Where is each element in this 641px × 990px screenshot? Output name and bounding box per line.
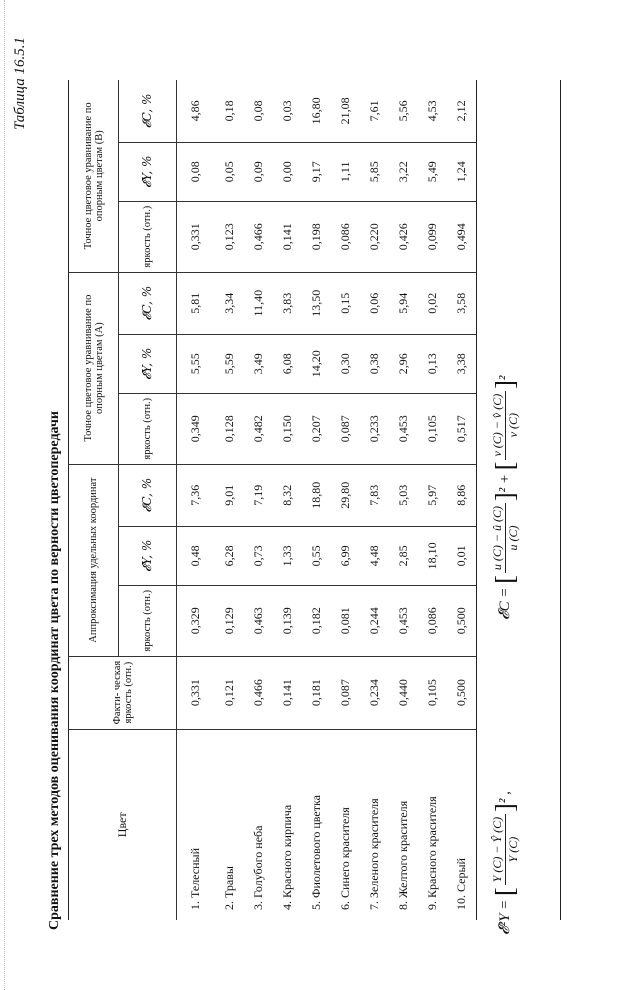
cell-a-b: 0,182 xyxy=(302,585,331,656)
cell-e-b: 0,087 xyxy=(331,393,360,464)
formula-ec-tail: ² xyxy=(496,375,513,381)
subheader-brightness: яркость (отн.) xyxy=(119,585,177,656)
cell-e-c: 0,06 xyxy=(360,272,389,334)
cell-a-b: 0,081 xyxy=(331,585,360,656)
cell-a-y: 0,01 xyxy=(447,526,476,585)
cell-f-b: 0,331 xyxy=(177,201,215,272)
cell-e-c: 3,83 xyxy=(273,272,302,334)
cell-f-b: 0,141 xyxy=(273,201,302,272)
table-row xyxy=(177,80,215,920)
header-group-approx: Аппроксимация удельных координат xyxy=(69,464,119,656)
cell-f-y: 0,00 xyxy=(273,142,302,201)
cell-f-c: 2,12 xyxy=(447,80,476,142)
cell-f-c: 7,61 xyxy=(360,80,389,142)
cell-actual: 0,105 xyxy=(418,656,447,729)
formula-ec-denominator-v: v (C) xyxy=(506,413,520,438)
formula-ec-numerator-u: u (C) − û (C) xyxy=(490,503,506,573)
cell-e-c: 5,94 xyxy=(389,272,418,334)
table-row xyxy=(389,80,418,920)
cell-a-y: 1,33 xyxy=(273,526,302,585)
cell-a-b: 0,244 xyxy=(360,585,389,656)
cell-f-b: 0,220 xyxy=(360,201,389,272)
cell-a-b: 0,329 xyxy=(177,585,215,656)
row-color-name: 3. Голубого неба xyxy=(250,825,265,910)
page-bottom-rule xyxy=(560,80,561,920)
formula-ey-lhs: 𝓔²Y = xyxy=(496,899,513,935)
cell-a-c: 8,32 xyxy=(273,464,302,526)
cell-a-c: 9,01 xyxy=(215,464,244,526)
cell-f-b: 0,123 xyxy=(215,201,244,272)
cell-actual: 0,234 xyxy=(360,656,389,729)
cell-e-c: 3,34 xyxy=(215,272,244,334)
cell-a-y: 6,28 xyxy=(215,526,244,585)
cell-f-b: 0,494 xyxy=(447,201,476,272)
cell-e-y: 3,49 xyxy=(244,334,273,393)
row-color-name: 9. Красного красителя xyxy=(424,796,439,910)
cell-e-b: 0,453 xyxy=(389,393,418,464)
cell-a-y: 0,48 xyxy=(177,526,215,585)
formula-ec-denominator-u: u (C) xyxy=(506,525,520,551)
formula-ec: 𝓔C = [ u (C) − û (C) u (C) ]² + [ v (C) − v̂ (C) v (C) ]² xyxy=(490,375,520,620)
row-color-name: 4. Красного кирпича xyxy=(279,804,294,910)
table-row xyxy=(215,80,244,920)
table-row xyxy=(302,80,331,920)
cell-a-b: 0,086 xyxy=(418,585,447,656)
subheader-ey: 𝓔Y, % xyxy=(119,334,177,393)
formula-ec-lhs: 𝓔C = xyxy=(496,587,513,620)
cell-a-c: 18,80 xyxy=(302,464,331,526)
table-row xyxy=(360,80,389,920)
formula-ey: 𝓔²Y = [ Y (C) − Ŷ (C) Y (C) ]² , xyxy=(490,791,520,935)
cell-e-c: 13,50 xyxy=(302,272,331,334)
subheader-ey: 𝓔Y, % xyxy=(119,142,177,201)
cell-a-c: 5,97 xyxy=(418,464,447,526)
subheader-brightness: яркость (отн.) xyxy=(119,201,177,272)
cell-e-b: 0,482 xyxy=(244,393,273,464)
cell-actual: 0,500 xyxy=(447,656,476,729)
table-body xyxy=(177,80,476,920)
cell-f-c: 0,08 xyxy=(244,80,273,142)
cell-f-y: 0,09 xyxy=(244,142,273,201)
cell-f-b: 0,466 xyxy=(244,201,273,272)
cell-f-y: 1,11 xyxy=(331,142,360,201)
cell-e-y: 0,30 xyxy=(331,334,360,393)
cell-a-b: 0,500 xyxy=(447,585,476,656)
cell-actual: 0,121 xyxy=(215,656,244,729)
cell-actual: 0,181 xyxy=(302,656,331,729)
formula-ey-denominator: Y (C) xyxy=(506,836,520,863)
cell-e-b: 0,207 xyxy=(302,393,331,464)
cell-a-b: 0,139 xyxy=(273,585,302,656)
cell-e-y: 14,20 xyxy=(302,334,331,393)
comparison-table xyxy=(68,80,476,920)
cell-f-c: 0,18 xyxy=(215,80,244,142)
cell-e-y: 3,38 xyxy=(447,334,476,393)
table-row xyxy=(273,80,302,920)
cell-a-c: 5,03 xyxy=(389,464,418,526)
cell-a-b: 0,129 xyxy=(215,585,244,656)
cell-f-b: 0,198 xyxy=(302,201,331,272)
cell-a-y: 0,73 xyxy=(244,526,273,585)
subheader-ec: 𝓔C, % xyxy=(119,80,177,142)
cell-actual: 0,440 xyxy=(389,656,418,729)
cell-f-y: 0,05 xyxy=(215,142,244,201)
cell-a-y: 0,55 xyxy=(302,526,331,585)
header-actual: Факти- ческая яркость (отн.) xyxy=(69,656,177,729)
cell-f-c: 21,08 xyxy=(331,80,360,142)
cell-e-b: 0,233 xyxy=(360,393,389,464)
table-row xyxy=(244,80,273,920)
table-row xyxy=(447,80,476,920)
cell-a-c: 29,80 xyxy=(331,464,360,526)
cell-f-b: 0,086 xyxy=(331,201,360,272)
cell-a-c: 7,36 xyxy=(177,464,215,526)
table-row xyxy=(418,80,447,920)
formula-ec-numerator-v: v (C) − v̂ (C) xyxy=(490,391,506,460)
cell-e-c: 5,81 xyxy=(177,272,215,334)
cell-f-c: 4,86 xyxy=(177,80,215,142)
cell-actual: 0,087 xyxy=(331,656,360,729)
cell-e-y: 5,59 xyxy=(215,334,244,393)
subheader-ey: 𝓔Y, % xyxy=(119,526,177,585)
header-group-exact-a: Точное цветовое уравнивание по опорным цветам (А) xyxy=(69,272,119,464)
cell-actual: 0,466 xyxy=(244,656,273,729)
cell-e-y: 0,38 xyxy=(360,334,389,393)
cell-actual: 0,331 xyxy=(177,656,215,729)
cell-e-c: 0,02 xyxy=(418,272,447,334)
cell-a-b: 0,453 xyxy=(389,585,418,656)
cell-f-c: 4,53 xyxy=(418,80,447,142)
row-color-name: 2. Травы xyxy=(221,866,236,910)
cell-a-y: 4,48 xyxy=(360,526,389,585)
row-color-name: 5. Фиолетового цветка xyxy=(308,795,323,910)
cell-f-c: 0,03 xyxy=(273,80,302,142)
cell-actual: 0,141 xyxy=(273,656,302,729)
table-caption: Таблица 16.5.1 xyxy=(12,37,28,130)
cell-a-b: 0,463 xyxy=(244,585,273,656)
cell-f-y: 5,85 xyxy=(360,142,389,201)
cell-e-y: 6,08 xyxy=(273,334,302,393)
subheader-ec: 𝓔C, % xyxy=(119,272,177,334)
subheader-brightness: яркость (отн.) xyxy=(119,393,177,464)
cell-e-y: 0,13 xyxy=(418,334,447,393)
cell-f-y: 0,08 xyxy=(177,142,215,201)
cell-e-b: 0,128 xyxy=(215,393,244,464)
row-color-name: 8. Желтого красителя xyxy=(395,800,410,910)
cell-a-c: 7,83 xyxy=(360,464,389,526)
row-color-name: 10. Серый xyxy=(453,858,468,910)
formula-ey-numerator: Y (C) − Ŷ (C) xyxy=(490,814,506,885)
cell-e-c: 0,15 xyxy=(331,272,360,334)
cell-f-b: 0,099 xyxy=(418,201,447,272)
table-row xyxy=(331,80,360,920)
cell-a-c: 8,86 xyxy=(447,464,476,526)
cell-f-y: 9,17 xyxy=(302,142,331,201)
cell-f-y: 1,24 xyxy=(447,142,476,201)
cell-e-b: 0,150 xyxy=(273,393,302,464)
table-title: Сравнение трех методов оценивания координат цвета по верности цветопередачи xyxy=(47,411,62,930)
cell-a-y: 6,99 xyxy=(331,526,360,585)
cell-e-c: 11,40 xyxy=(244,272,273,334)
row-color-name: 6. Синего красителя xyxy=(337,807,352,910)
cell-f-c: 5,56 xyxy=(389,80,418,142)
cell-f-y: 3,22 xyxy=(389,142,418,201)
cell-e-b: 0,517 xyxy=(447,393,476,464)
cell-a-c: 7,19 xyxy=(244,464,273,526)
row-color-name: 7. Зеленого красителя xyxy=(366,798,381,910)
table-bottom-rule xyxy=(476,80,477,920)
cell-f-b: 0,426 xyxy=(389,201,418,272)
cell-f-y: 5,49 xyxy=(418,142,447,201)
row-color-name: 1. Телесный xyxy=(188,847,203,910)
cell-a-y: 2,85 xyxy=(389,526,418,585)
formula-ec-plus: ² + xyxy=(496,473,513,493)
cell-a-y: 18,10 xyxy=(418,526,447,585)
cell-e-b: 0,349 xyxy=(177,393,215,464)
header-group-exact-b: Точное цветовое уравнивание по опорным цветам (В) xyxy=(69,80,119,272)
formula-ey-tail: ² , xyxy=(496,791,513,804)
cell-e-b: 0,105 xyxy=(418,393,447,464)
cell-e-c: 3,58 xyxy=(447,272,476,334)
cell-e-y: 5,55 xyxy=(177,334,215,393)
subheader-ec: 𝓔C, % xyxy=(119,464,177,526)
header-color: Цвет xyxy=(69,729,177,920)
cell-f-c: 16,80 xyxy=(302,80,331,142)
cell-e-y: 2,96 xyxy=(389,334,418,393)
